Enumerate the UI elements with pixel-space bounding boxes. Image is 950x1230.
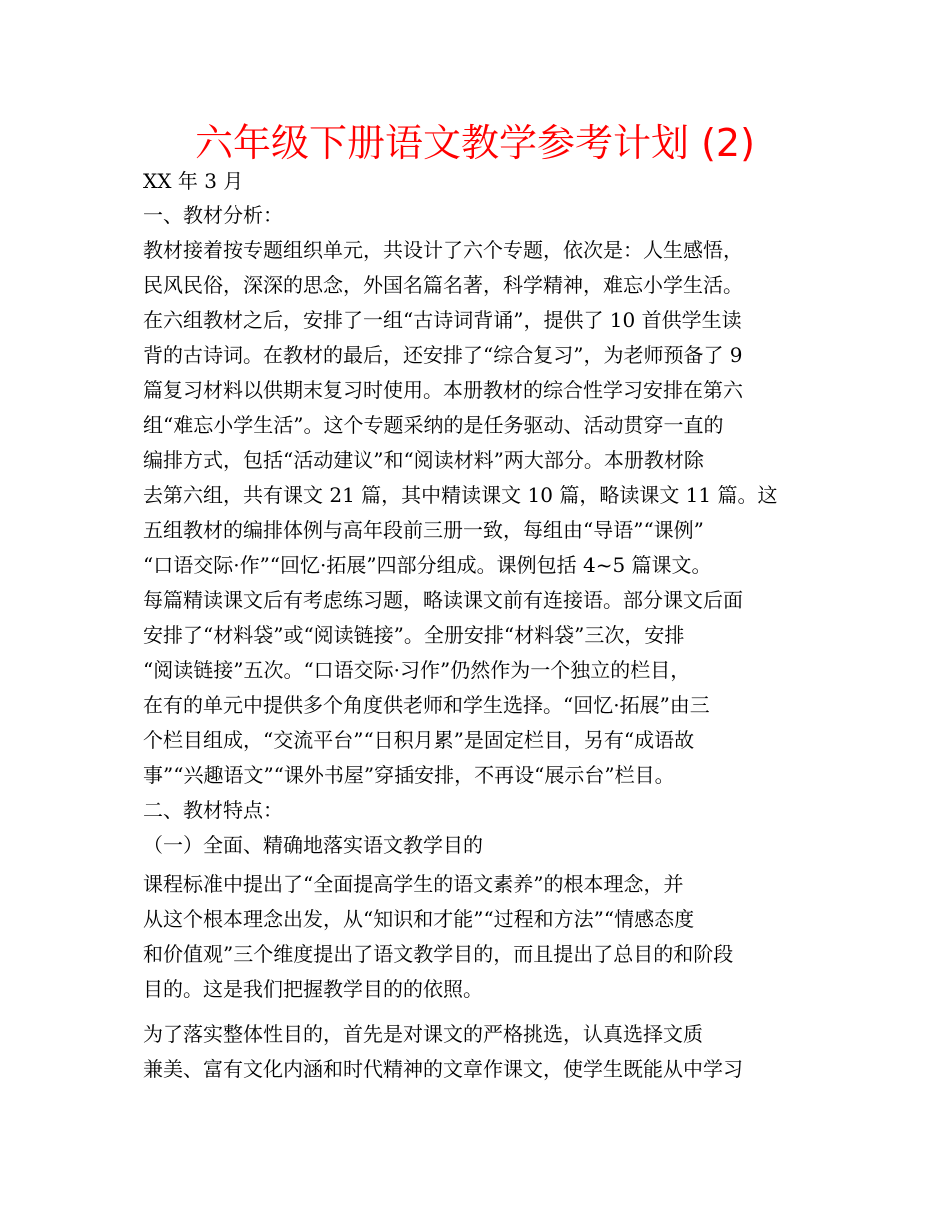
text-line: 组“难忘小学生活”。这个专题采纳的是任务驱动、活动贯穿一直的 (143, 413, 724, 437)
text-line: “阅读链接”五次。“口语交际·习作”仍然作为一个独立的栏目， (143, 658, 691, 682)
document-title: 六年级下册语文教学参考计划 (2) (195, 121, 755, 165)
paragraph-textbook-analysis (143, 233, 833, 793)
text-line: 背的古诗词。在教材的最后，还安排了“综合复习”，为老师预备了 9 (143, 343, 743, 367)
text-line: 兼美、富有文化内涵和时代精神的文章作课文，使学生既能从中学习 (143, 1057, 743, 1081)
text-line: 篇复习材料以供期末复习时使用。本册教材的综合性学习安排在第六 (143, 378, 743, 402)
text-line: 教材接着按专题组织单元，共设计了六个专题，依次是：人生感悟， (143, 238, 743, 262)
text-line: 在六组教材之后，安排了一组“古诗词背诵”，提供了 10 首供学生读 (143, 308, 742, 332)
text-line: 为了落实整体性目的，首先是对课文的严格挑选，认真选择文质 (143, 1022, 703, 1046)
section-heading-textbook-analysis: 一、教材分析： (143, 203, 283, 227)
text-line: 个栏目组成，“交流平台”“日积月累”是固定栏目，另有“成语故 (143, 728, 695, 752)
text-line: 课程标准中提出了“全面提高学生的语文素养”的根本理念，并 (143, 872, 684, 896)
text-line: 五组教材的编排体例与高年段前三册一致，每组由“导语”“课例” (143, 518, 704, 542)
text-line: 事”“兴趣语文”“课外书屋”穿插安排，不再设“展示台”栏目。 (143, 763, 675, 787)
subsection-heading: （一）全面、精确地落实语文教学目的 (143, 833, 483, 857)
document-date: XX 年 3 月 (143, 169, 244, 193)
paragraph-curriculum-goals (143, 867, 833, 1007)
text-line: 民风民俗，深深的思念，外国名篇名著，科学精神，难忘小学生活。 (143, 273, 743, 297)
text-line: 目的。这是我们把握教学目的的依照。 (143, 977, 483, 1001)
text-line: 安排了“材料袋”或“阅读链接”。全册安排“材料袋”三次，安排 (143, 623, 685, 647)
text-line: 去第六组，共有课文 21 篇，其中精读课文 10 篇，略读课文 11 篇。这 (143, 483, 778, 507)
text-line: 每篇精读课文后有考虑练习题，略读课文前有连接语。部分课文后面 (143, 588, 743, 612)
text-line: “口语交际·作”“回忆·拓展”四部分组成。课例包括 4~5 篇课文。 (143, 553, 712, 577)
text-line: 编排方式，包括“活动建议”和“阅读材料”两大部分。本册教材除 (143, 448, 704, 472)
text-line: 在有的单元中提供多个角度供老师和学生选择。“回忆·拓展”由三 (143, 693, 710, 717)
text-line: 从这个根本理念出发，从“知识和才能”“过程和方法”“情感态度 (143, 907, 695, 931)
section-heading-textbook-features: 二、教材特点： (143, 798, 283, 822)
document-body (143, 166, 833, 1087)
paragraph-text-selection (143, 1017, 833, 1087)
text-line: 和价值观”三个维度提出了语文教学目的，而且提出了总目的和阶段 (143, 942, 734, 966)
